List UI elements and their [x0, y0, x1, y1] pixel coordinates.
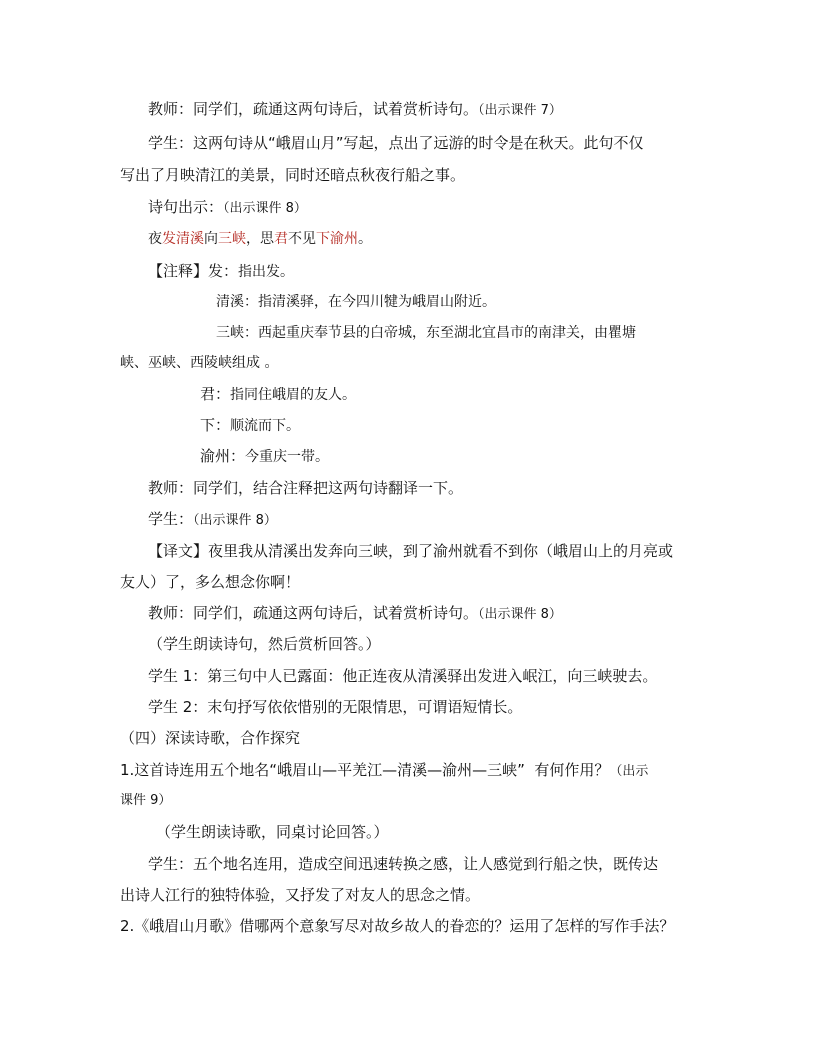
student-line-3 — [148, 854, 658, 874]
text: 学生：五个地名连用，造成空间迅速转换之感，让人感觉到行船之快，既传达 — [148, 855, 659, 873]
courseware-ref: （出示课件 8） — [223, 201, 307, 216]
student-line-2 — [148, 509, 277, 531]
text: 教师：同学们，疏通这两句诗后，试着赏析诗句。 — [148, 604, 479, 622]
text: 学生 1：第三句中人已露面：他正连夜从清溪驿出发进入岷江，向三峡驶去。 — [148, 667, 658, 685]
poem-highlight: 下渝州 — [316, 231, 358, 247]
poem-char: 不见 — [288, 231, 316, 247]
annotation-text: 今重庆一带。 — [245, 449, 330, 465]
text: 出诗人江行的独特体验，又抒发了对友人的思念之情。 — [120, 886, 481, 904]
student-1-line — [148, 666, 657, 686]
annotation-text: 指出发。 — [238, 264, 295, 280]
text: （学生朗读诗歌，同桌讨论回答。） — [156, 823, 389, 841]
courseware-ref: 课件 9） — [120, 793, 172, 808]
text: （学生朗读诗句，然后赏析回答。） — [148, 635, 381, 653]
text: 【注释】发： — [148, 262, 239, 280]
text: 君： — [200, 385, 231, 403]
poem-char: 夜 — [148, 231, 162, 247]
question-1-cont — [120, 791, 171, 811]
teacher-line-3 — [148, 603, 562, 625]
annotation-sanxia — [216, 323, 636, 343]
text: 学生： — [148, 510, 194, 528]
courseware-ref: （出示课件 8） — [478, 607, 562, 622]
section-heading — [120, 728, 300, 748]
poem-highlight: 君 — [274, 231, 288, 247]
annotation-text: 顺流而下。 — [230, 418, 301, 434]
courseware-ref: （出示课件 7） — [478, 103, 562, 118]
text: 友人）了，多么想念你啊！ — [120, 573, 301, 591]
annotation-text: 三峡：西起重庆奉节县的白帝城，东至湖北宜昌市的南津关，由瞿塘 — [216, 325, 636, 341]
annotation-yuzhou — [200, 446, 329, 467]
text: 1.这首诗连用五个地名“峨眉山—平羌江—清溪—渝州—三峡” 有何作用？ — [120, 761, 610, 779]
annotation-xia — [200, 415, 300, 436]
student-note-1 — [148, 634, 381, 654]
text: （四）深读诗歌，合作探究 — [120, 729, 301, 747]
text: 学生：这两句诗从“峨眉山月”写起，点出了远游的时令是在秋天。此句不仅 — [148, 134, 644, 152]
text: 教师：同学们，疏通这两句诗后，试着赏析诗句。 — [148, 100, 479, 118]
translation-line-cont — [120, 572, 300, 592]
text: 写出了月映清江的美景，同时还暗点秋夜行船之事。 — [120, 166, 466, 184]
text: 渝州： — [200, 447, 246, 465]
poem-highlight: 三峡 — [218, 231, 246, 247]
text: 下： — [200, 416, 231, 434]
annotation-text: 指同住峨眉的友人。 — [230, 387, 357, 403]
question-1 — [120, 760, 648, 782]
student-line-1 — [148, 133, 644, 153]
poem-show-line — [148, 197, 307, 219]
text: 教师：同学们，结合注释把这两句诗翻译一下。 — [148, 479, 464, 497]
annotation-head — [148, 261, 294, 282]
text: 2.《峨眉山月歌》借哪两个意象写尽对故乡故人的眷恋的？运用了怎样的写作手法？ — [120, 917, 675, 935]
text: 【译文】夜里我从清溪出发奔向三峡，到了渝州就看不到你（峨眉山上的月亮或 — [148, 542, 674, 560]
text: 诗句出示： — [148, 198, 224, 216]
question-2 — [120, 916, 674, 936]
teacher-line-2 — [148, 478, 463, 498]
annotation-jun — [200, 384, 356, 405]
poem-char: ，思 — [246, 231, 274, 247]
student-2-line — [148, 697, 522, 717]
annotation-text: 峡、巫峡、西陵峡组成 。 — [120, 355, 279, 371]
translation-line — [148, 541, 673, 561]
annotation-text: 清溪：指清溪驿，在今四川犍为峨眉山附近。 — [216, 294, 496, 310]
poem-char: 向 — [204, 231, 218, 247]
student-line-1-cont — [120, 165, 465, 185]
student-line-3-cont — [120, 885, 480, 905]
poem-highlight: 发 — [162, 231, 176, 247]
text: 学生 2：末句抒写依依惜别的无限情思，可谓语短情长。 — [148, 698, 523, 716]
teacher-line-1 — [148, 99, 562, 121]
poem-highlight: 清溪 — [176, 231, 204, 247]
poem-char: 。 — [358, 231, 372, 247]
courseware-ref: （出示 — [609, 764, 649, 779]
student-note-2 — [156, 822, 389, 842]
poem-line — [148, 229, 372, 249]
annotation-sanxia-cont — [120, 353, 278, 373]
annotation-qingxi — [216, 292, 496, 312]
courseware-ref: （出示课件 8） — [193, 513, 277, 528]
